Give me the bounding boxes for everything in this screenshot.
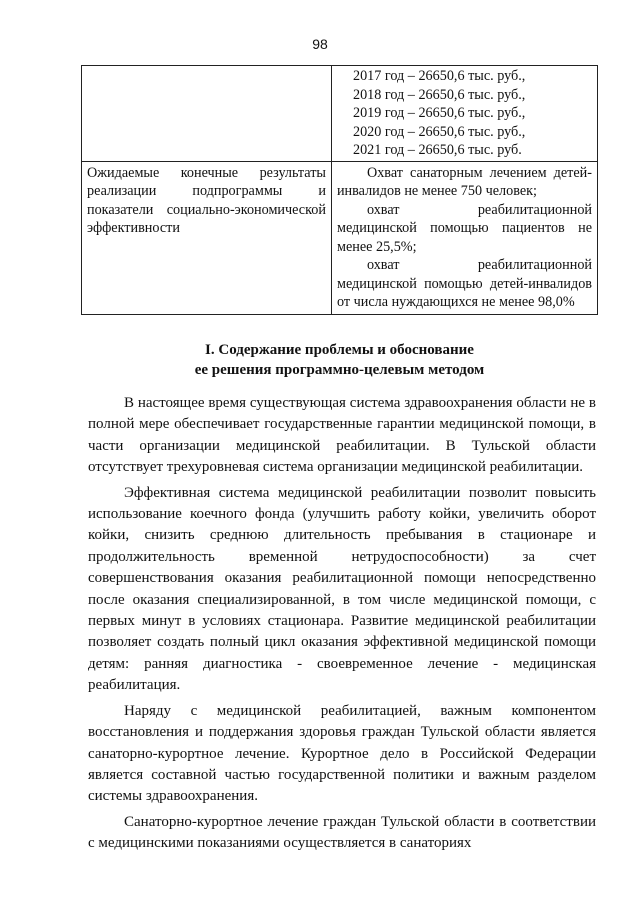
result-item: охват реабилитационной медицинской помощью детей-инвалидов от числа нуждающихся не менее 98,0% [336, 257, 592, 310]
section-heading-line: I. Содержание проблемы и обоснование [205, 342, 474, 358]
page-number: 98 [312, 36, 328, 52]
results-label: Ожидаемые конечные результаты реализации подпрограммы и показатели социально-экономической эффективности [87, 164, 326, 236]
financing-label-cell [82, 66, 332, 162]
table-row-results [82, 161, 598, 314]
table-row-financing [82, 66, 598, 162]
results-values-cell [331, 161, 597, 314]
paragraph: В настоящее время существующая система здравоохранения области не в полной мере обеспечивает государственные гарантии медицинской помощи, в части организации медицинской реабилитации. В Тульской области отсутствует трехуровневая система организации медицинской реабилитации. [88, 395, 596, 476]
result-item: Охват санаторным лечением детей-инвалидов не менее 750 человек; [336, 164, 592, 199]
program-table [81, 65, 598, 315]
financing-line: 2020 год – 26650,6 тыс. руб., [352, 123, 526, 140]
result-item: охват реабилитационной медицинской помощью пациентов не менее 25,5%; [336, 201, 592, 255]
results-label-cell [82, 161, 332, 314]
section-heading-line: ее решения программно-целевым методом [194, 362, 485, 378]
financing-line: 2019 год – 26650,6 тыс. руб., [352, 105, 526, 121]
paragraph: Эффективная система медицинской реабилитации позволит повысить использование коечного фонда (улучшить работу койки, увеличить оборот койки, снизить среднюю длительность пребывания в стационаре и продолжительность временной нетрудоспособности) за счет совершенствования оказания реабилитационной помощи непосредственно после оказания специализированной, в том числе медицинской помощи, с первых минут в условиях стационара. Развитие медицинской реабилитации позволяет создать полный цикл оказания эффективной медицинской помощи детям: ранняя диагностика - своевременное лечение - медицинская реабилитация. [88, 484, 596, 694]
paragraph: Наряду с медицинской реабилитацией, важным компонентом восстановления и поддержания здоровья граждан Тульской области является санаторно-курортное лечение. Курортное дело в Российской Федерации является составной частью государственной политики и важным разделом системы здравоохранения. [88, 702, 596, 805]
section-heading [81, 340, 598, 380]
paragraph: Санаторно-курортное лечение граждан Тульской области в соответствии с медицинскими показаниями осуществляется в санаториях [88, 813, 596, 852]
financing-values-cell [331, 66, 597, 162]
body-text [88, 393, 596, 859]
financing-line: 2021 год – 26650,6 тыс. руб. [352, 142, 522, 158]
financing-line: 2017 год – 26650,6 тыс. руб., [352, 68, 526, 84]
financing-line: 2018 год – 26650,6 тыс. руб., [352, 86, 526, 103]
